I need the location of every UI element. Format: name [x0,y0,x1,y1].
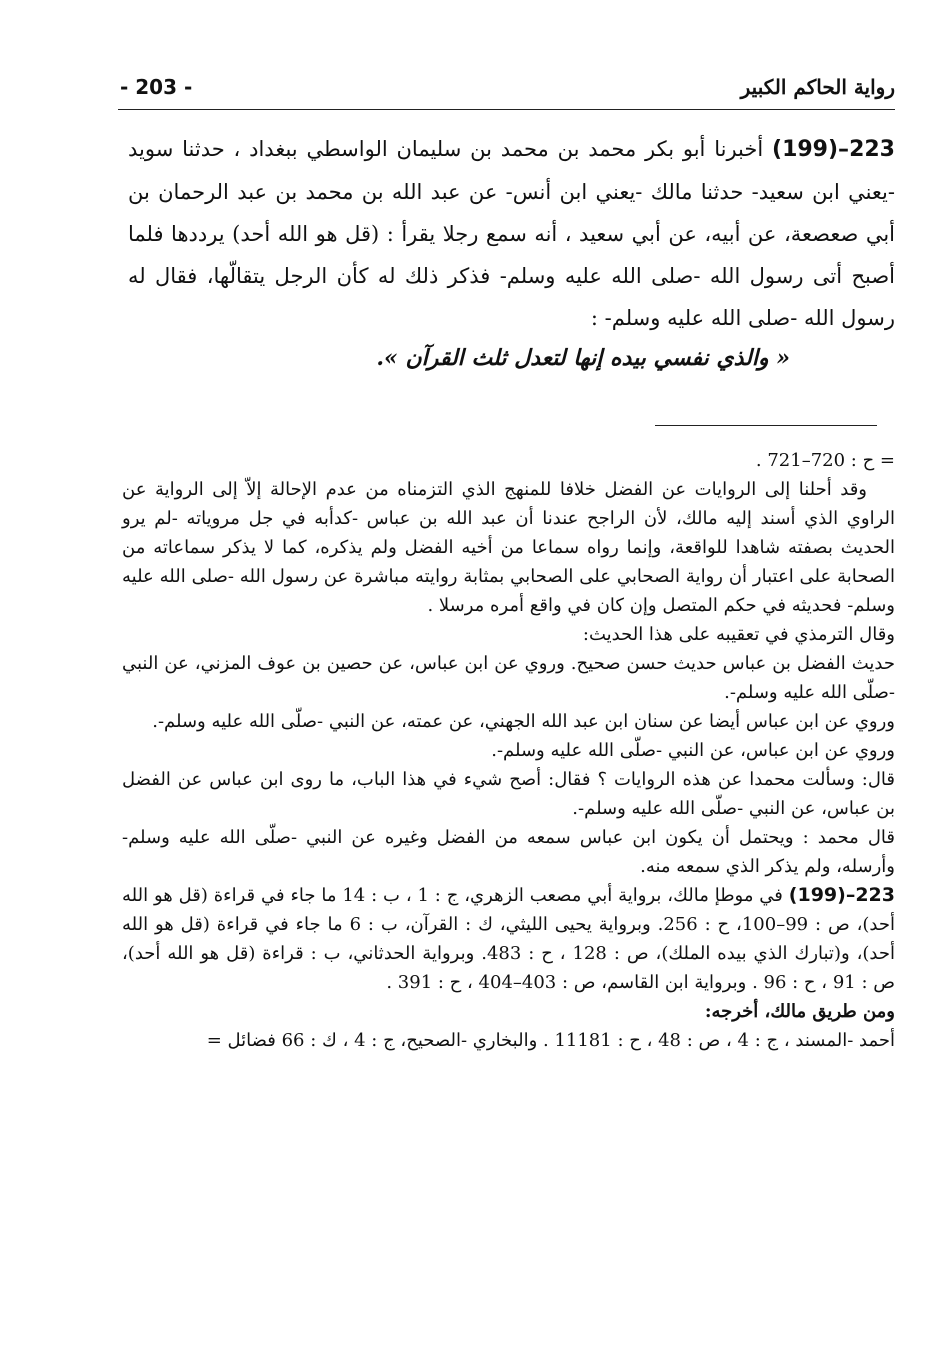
footnote-paragraph: قال محمد : ويحتمل أن يكون ابن عباس سمعه من الفضل وغيره عن النبي -صلّى الله عليه وسلم- وأرسله، ولم يذكر الذي سمعه منه. [122,827,895,877]
hadith-quote: « والذي نفسي بيده إنها لتعدل ثلث القرآن ». [376,345,790,371]
footnote-paragraph: وروي عن ابن عباس، عن النبي -صلّى الله عليه وسلم-. [491,740,895,761]
footnote-divider [655,425,877,426]
running-title: رواية الحاكم الكبير [740,75,895,99]
footnote-paragraph: حديث الفضل بن عباس حديث حسن صحيح. وروي عن ابن عباس، عن حصين بن عوف المزني، عن النبي -صلّى الله عليه وسلم-. [122,653,895,703]
footnote-paragraph: قال: وسألت محمدا عن هذه الروايات ؟ فقال: أصح شيء في هذا الباب، ما روى ابن عباس عن الفضل بن عباس، عن النبي -صلّى الله عليه وسلم-. [122,769,895,819]
footnote-source-text: في موطإ مالك، برواية أبي مصعب الزهري، ج : 1 ، ب : 14 ما جاء في قراءة (قل هو الله أحد)، ص : 99–100، ح : 256. وبرواية يحيى الليثي، ك : القرآن، ب : 6 ما جاء في قراءة (قل هو الله أحد)، و(تبارك الذي بيده الملك)، ص : 128 ، ح : 483. وبرواية الحدثاني، ب : قراءة (قل هو الله أحد)، ص : 91 ، ح : 96 . وبرواية ابن القاسم، ص : 403–404 ، ح : 391 . [122,885,896,993]
footnote-paragraph: أحمد -المسند ، ج : 4 ، ص : 48 ، ح : 11181 . والبخاري -الصحيح، ج : 4 ، ك : 66 فضائل = [206,1030,895,1051]
page-number: - 203 - [120,75,193,99]
hadith-paragraph [128,128,895,339]
hadith-body: أخبرنا أبو بكر محمد بن محمد بن سليمان الواسطي ببغداد ، حدثنا سويد -يعني ابن سعيد- حدثنا مالك -يعني ابن أنس- عن عبد الله بن محمد بن عبد الرحمان بن أبي صعصعة، عن أبيه، عن أبي سعيد ، أنه سمع رجلا يقرأ : (قل هو الله أحد) يرددها فلما أصبح أتى رسول الله -صلى الله عليه وسلم- فذكر ذلك له كأن الرجل يتقالّها، فقال له رسول الله -صلى الله عليه وسلم- : [128,137,895,330]
footnote-paragraph: وروي عن ابن عباس أيضا عن سنان ابن عبد الله الجهني، عن عمته، عن النبي -صلّى الله عليه وسلم-. [152,711,895,732]
footnotes-block [122,446,895,1055]
hadith-number: 223–(199) [772,137,895,162]
page-header [120,70,895,104]
footnote-hadith-number: 223–(199) [788,884,895,906]
footnote-paragraph [122,881,895,997]
header-divider [118,109,895,110]
hadith-text-block [128,128,895,339]
footnote-paragraph: وقال الترمذي في تعقيبه على هذا الحديث: [582,624,895,645]
footnote-reference: = ح : 720–721 . [755,450,895,471]
footnote-paragraph: وقد أحلنا إلى الروايات عن الفضل خلافا للمنهج الذي التزمناه من عدم الإحالة إلاّ إلى الرواية عن الراوي الذي أسند إليه مالك، لأن الراجح عندنا أن عبد الله بن عباس -كدأبه في جل مروياته -لم يرو الحديث بصفته شاهدا للواقعة، وإنما رواه سماعا من أخيه الفضل ولم يذكره، كما لا يذكر سماعاته من الصحابة على اعتبار أن رواية الصحابي على الصحابي بمثابة روايته مباشرة عن رسول الله -صلى الله عليه وسلم- فحديثه في حكم المتصل وإن كان في واقع أمره مرسلا . [122,479,895,616]
footnote-paragraph: ومن طريق مالك، أخرجه: [704,1001,895,1022]
